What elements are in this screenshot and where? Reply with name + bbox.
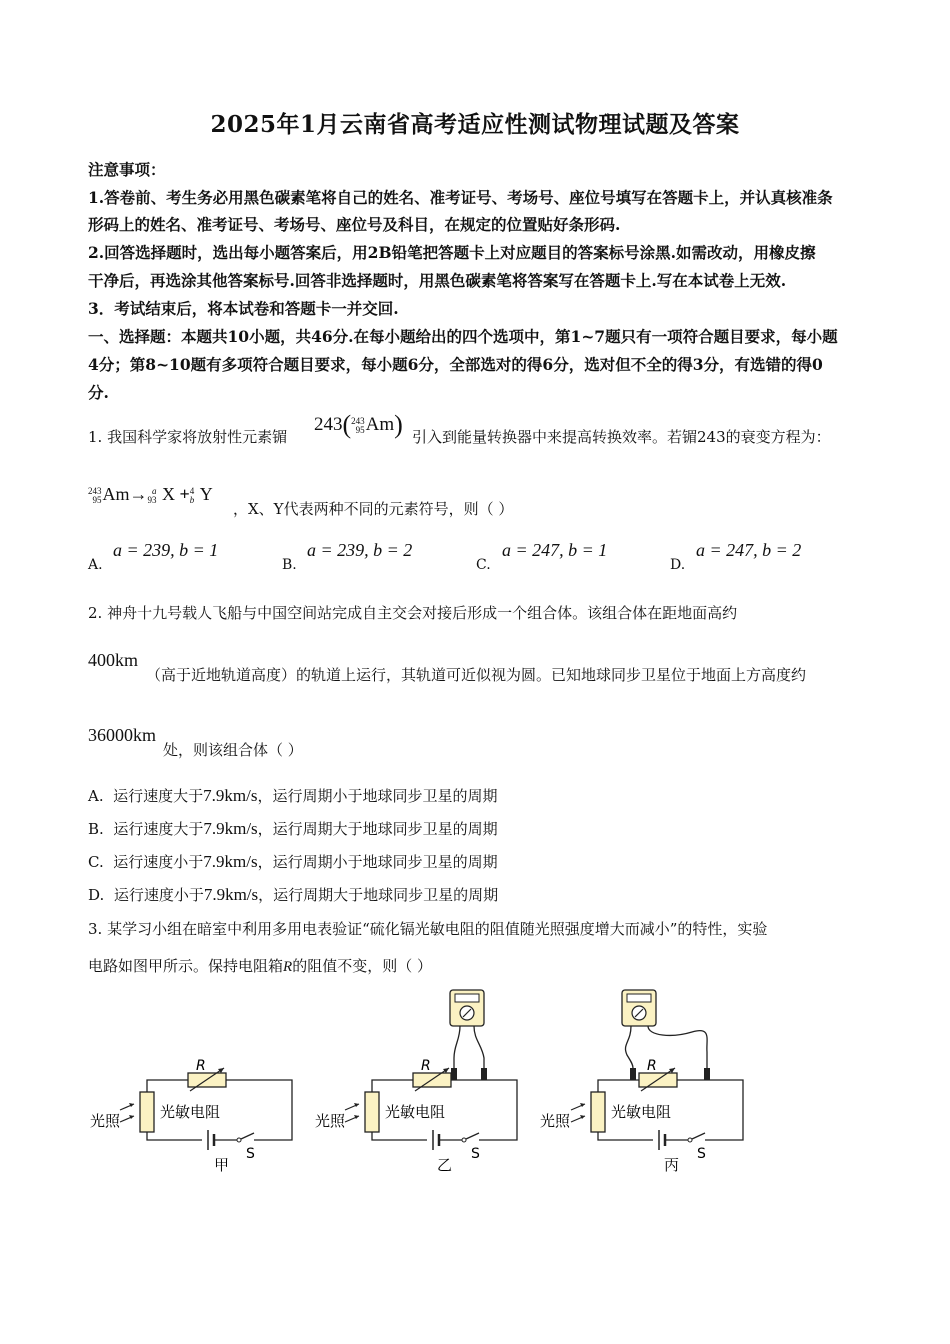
q1-atomic-number: 95 bbox=[355, 424, 365, 435]
q1-mass-number: 243 bbox=[351, 415, 365, 426]
option-letter: B. bbox=[88, 820, 104, 838]
q3-line2-post: 的阻值不变，则（ ） bbox=[292, 957, 432, 975]
q2-line3: 处，则该组合体（ ） bbox=[163, 741, 303, 759]
q1-option-c-expr: a = 247, b = 1 bbox=[502, 540, 608, 560]
eq-y: Y bbox=[199, 484, 213, 504]
option-post: ，运行周期小于地球同步卫星的周期 bbox=[257, 853, 498, 871]
notice-line: 干净后，再选涂其他答案标号.回答非选择题时，用黑色碳素笔将答案写在答题卡上.写在本试卷上无效. bbox=[88, 271, 787, 290]
option-speed: 7.9km/s bbox=[203, 852, 258, 871]
circuit-jia bbox=[90, 1058, 292, 1174]
option-letter: D. bbox=[88, 886, 105, 904]
q1-option-d-expr: a = 247, b = 2 bbox=[696, 540, 802, 560]
q1-option-b-expr: a = 239, b = 2 bbox=[307, 540, 413, 560]
q2-option-a bbox=[88, 785, 498, 806]
photoresistor-yi bbox=[365, 1092, 379, 1132]
switch-label-bing: S bbox=[697, 1146, 706, 1162]
option-post: ，运行周期小于地球同步卫星的周期 bbox=[257, 787, 498, 805]
option-speed: 7.9km/s bbox=[203, 786, 258, 805]
page-title: 2025年1月云南省高考适应性测试物理试题及答案 bbox=[210, 111, 740, 138]
option-post: ，运行周期大于地球同步卫星的周期 bbox=[257, 820, 498, 838]
caption-jia: 甲 bbox=[214, 1156, 230, 1174]
resistor-label-yi: 光敏电阻 bbox=[385, 1103, 446, 1121]
eq-x: X bbox=[162, 484, 175, 504]
option-pre: 运行速度大于 bbox=[113, 787, 204, 805]
notice-line: 2.回答选择题时，选出每小题答案后，用2B铅笔把答题卡上对应题目的答案标号涂黑.如需改动，用橡皮擦 bbox=[88, 243, 816, 262]
q1-option-a-expr: a = 239, b = 1 bbox=[113, 540, 219, 560]
light-label-yi: 光照 bbox=[315, 1112, 346, 1130]
q3-line2-r: R bbox=[283, 959, 293, 975]
photoresistor-jia bbox=[140, 1092, 154, 1132]
notice-line: 3．考试结束后，将本试卷和答题卡一并交回. bbox=[88, 299, 399, 318]
eq-atomic: 95 bbox=[92, 494, 102, 505]
q1-option-c-letter: C. bbox=[476, 557, 491, 573]
eq-b: b bbox=[189, 494, 195, 505]
r-label-bing: R bbox=[647, 1058, 657, 1074]
option-speed: 7.9km/s bbox=[203, 885, 259, 904]
notice-line: 1.答卷前、考生务必用黑色碳素笔将自己的姓名、准考证号、考场号、座位号填写在答题卡上，并认真核准条 bbox=[88, 188, 833, 207]
q2-value-36000km: 36000km bbox=[88, 725, 157, 745]
circuit-yi bbox=[315, 990, 517, 1174]
q1-option-b-letter: B. bbox=[282, 557, 297, 573]
notice-heading: 注意事项： bbox=[88, 160, 166, 179]
photoresistor-bing bbox=[591, 1092, 605, 1132]
q2-option-d bbox=[88, 884, 498, 905]
light-label-jia: 光照 bbox=[90, 1112, 121, 1130]
section-instruction: 一、选择题：本题共10小题，共46分.在每小题给出的四个选项中，第1~7题只有一项符合题目要求，每小题 bbox=[88, 327, 838, 346]
option-letter: A. bbox=[88, 787, 104, 805]
option-speed: 7.9km/s bbox=[203, 819, 258, 838]
caption-bing: 丙 bbox=[664, 1156, 680, 1174]
option-letter: C. bbox=[88, 853, 104, 871]
q3-line2-pre: 电路如图甲所示。保持电阻箱 bbox=[88, 957, 284, 975]
notice-line: 形码上的姓名、准考证号、考场号、座位号及科目，在规定的位置贴好条形码. bbox=[88, 215, 621, 234]
option-pre: 运行速度大于 bbox=[113, 820, 204, 838]
eq-a: a bbox=[152, 485, 157, 496]
q2-line1: 2. 神舟十九号载人飞船与中国空间站完成自主交会对接后形成一个组合体。该组合体在距地面高约 bbox=[88, 604, 738, 622]
resistor-label-bing: 光敏电阻 bbox=[611, 1103, 672, 1121]
q1-formula-number: 243 bbox=[314, 414, 343, 435]
eq-mass: 243 bbox=[88, 485, 102, 496]
q1-prefix: 1. 我国科学家将放射性元素镅 bbox=[88, 428, 288, 446]
q2-line2: （高于近地轨道高度）的轨道上运行，其轨道可近似视为圆。已知地球同步卫星位于地面上方高度约 bbox=[146, 666, 807, 684]
circuit-bing bbox=[540, 990, 743, 1174]
q3-line1: 3. 某学习小组在暗室中利用多用电表验证“硫化镉光敏电阻的阻值随光照强度增大而减小”的特性，实验 bbox=[88, 920, 768, 938]
eq-4: 4 bbox=[189, 485, 195, 496]
q1-decay-equation bbox=[88, 484, 213, 505]
r-label-jia: R bbox=[196, 1058, 206, 1074]
q1-symbol: Am bbox=[365, 414, 395, 435]
q1-line2-suffix: ，X、Y代表两种不同的元素符号，则（ ） bbox=[233, 500, 514, 518]
section-instruction: 4分；第8~10题有多项符合题目要求，每小题6分，全部选对的得6分，选对但不全的得3分，有选错的得0 bbox=[88, 355, 823, 374]
q1-option-a-letter: A. bbox=[88, 557, 103, 573]
q2-value-400km: 400km bbox=[88, 650, 139, 670]
switch-label-yi: S bbox=[471, 1146, 480, 1162]
eq-93: 93 bbox=[147, 494, 157, 505]
light-label-bing: 光照 bbox=[540, 1112, 571, 1130]
eq-plus: + bbox=[179, 484, 190, 504]
q2-option-c bbox=[88, 851, 498, 872]
q3-line2 bbox=[88, 955, 432, 976]
q1-suffix: 引入到能量转换器中来提高转换效率。若镅243的衰变方程为： bbox=[412, 428, 831, 446]
circuit-figure bbox=[82, 980, 762, 1180]
option-pre: 运行速度小于 bbox=[113, 853, 204, 871]
r-label-yi: R bbox=[421, 1058, 431, 1074]
eq-arrow: → bbox=[129, 484, 148, 504]
option-post: ，运行周期大于地球同步卫星的周期 bbox=[258, 886, 499, 904]
switch-label-jia: S bbox=[246, 1146, 255, 1162]
q1-element-formula: 243(243 95Am) bbox=[314, 410, 403, 439]
option-pre: 运行速度小于 bbox=[113, 886, 204, 904]
section-instruction: 分. bbox=[88, 383, 109, 402]
caption-yi: 乙 bbox=[437, 1156, 453, 1174]
resistor-label-jia: 光敏电阻 bbox=[160, 1103, 221, 1121]
q1-option-d-letter: D. bbox=[670, 557, 686, 573]
eq-am: Am bbox=[102, 484, 130, 504]
q2-option-b bbox=[88, 818, 498, 839]
